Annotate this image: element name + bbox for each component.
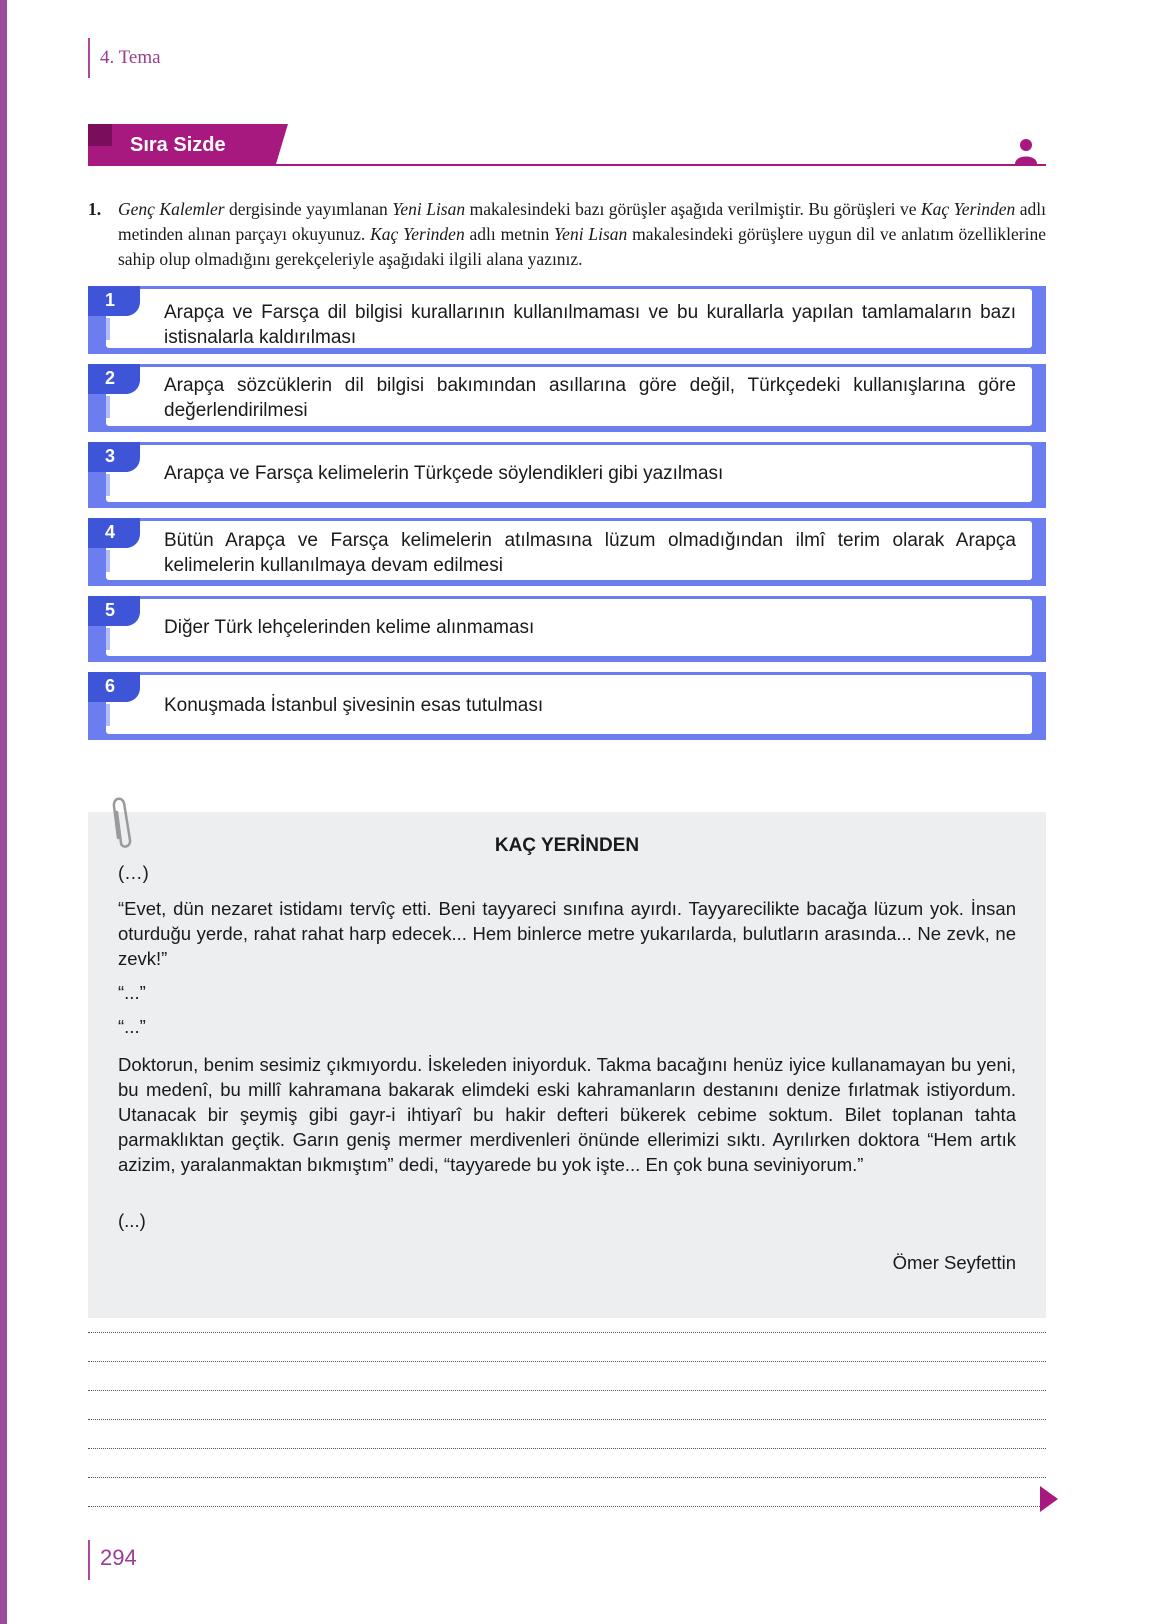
answer-line[interactable]: [88, 1390, 1046, 1391]
reading-passage: [88, 812, 1046, 1318]
view-item-5: [88, 596, 1046, 662]
next-arrow-icon: [1040, 1486, 1058, 1512]
banner-rule: [88, 164, 1046, 166]
left-edge-bar: [0, 0, 7, 1624]
answer-line[interactable]: [88, 1361, 1046, 1362]
passage-paragraph-1: “Evet, dün nezaret istidamı tervîç etti. Beni tayyareci sınıfına ayırdı. Tayyarecilikte bacağa lüzum yok. İnsan oturduğu yerde, rahat rahat harp edecek... Hem binlerce metre yukarılarda, bulutların arasında... Ne zevk, ne zevk!”: [118, 898, 1016, 969]
item-text: Konuşmada İstanbul şivesinin esas tutulması: [164, 695, 544, 716]
item-text: Diğer Türk lehçelerinden kelime alınmaması: [164, 617, 535, 638]
passage-title: KAÇ YERİNDEN: [494, 835, 640, 856]
section-banner: [88, 124, 1046, 168]
item-text: Arapça sözcüklerin dil bilgisi bakımından asıllarına göre değil, Türkçedeki kullanışlarına göre değerlendirilmesi: [164, 375, 1016, 421]
item-tab-accent: [106, 550, 110, 572]
banner-title: Sıra Sizde: [130, 134, 226, 156]
banner-flag: [88, 124, 112, 146]
item-number: 4: [104, 522, 115, 542]
view-item-3: [88, 442, 1046, 508]
answer-line[interactable]: [88, 1419, 1046, 1420]
question-text-part: Genç Kalemler: [118, 199, 225, 219]
item-number: 5: [104, 600, 115, 620]
question-text: [118, 197, 1046, 272]
item-text: Bütün Arapça ve Farsça kelimelerin atılmasına lüzum olmadığından ilmî terim olarak Arapça kelimelerin kullanılmaya devam edilmesi: [164, 530, 1016, 576]
item-number: 1: [104, 290, 115, 310]
passage-paragraph-2: Doktorun, benim sesimiz çıkmıyordu. İskeleden iniyorduk. Takma bacağını henüz iyice kullanamayan bu yeni, bu medenî, bu millî kahramana bakarak elimdeki eski kahramanların destanını denize fırlatmak istiyordum. Utanacak bir şeymiş gibi gayr-i ihtiyarî bu hakir defteri bükerek cebime soktum. Bilet toplanan tahta parmaklıktan geçtik. Garın geniş mermer merdivenleri önünde ellerimizi sıktı. Ayrılırken doktora “Hem artık azizim, yaralanmaktan bıkmıştım” dedi, “tayyarede bu yok işte... En çok buna seviniyorum.”: [118, 1054, 1016, 1175]
answer-line[interactable]: [88, 1448, 1046, 1449]
view-item-6: [88, 672, 1046, 740]
question-text-part: adlı metinden alınan parçayı okuyunuz.: [118, 199, 1046, 244]
question-text-part: adlı metnin: [464, 224, 555, 244]
item-number: 2: [104, 368, 115, 388]
passage-author: Ömer Seyfettin: [892, 1252, 1016, 1273]
passage-ellipsis-close: (...): [118, 1210, 146, 1231]
view-item-2: [88, 364, 1046, 432]
footer-divider: [88, 1540, 90, 1580]
item-tab-accent: [106, 628, 110, 650]
question-text-part: makalesindeki bazı görüşler aşağıda verilmiştir. Bu görüşleri ve: [465, 199, 921, 219]
item-text: Arapça ve Farsça kelimelerin Türkçede söylendikleri gibi yazılması: [164, 463, 724, 484]
passage-dots-2: “...”: [118, 1016, 146, 1037]
question-text-part: Yeni Lisan: [554, 224, 628, 244]
item-number: 6: [104, 676, 115, 696]
answer-line[interactable]: [88, 1506, 1046, 1507]
item-tab-accent: [106, 704, 110, 726]
item-tab-accent: [106, 318, 110, 340]
item-tab-accent: [106, 396, 110, 418]
item-number: 3: [104, 446, 115, 466]
section-header: 4. Tema: [100, 47, 161, 68]
item-text: Arapça ve Farsça dil bilgisi kurallarının kullanılmaması ve bu kurallarla yapılan tamlamaların bazı istisnalarla kaldırılması: [164, 302, 1016, 348]
question-number: 1.: [88, 199, 102, 219]
item-tab-accent: [106, 474, 110, 496]
question-text-part: Kaç Yerinden: [921, 199, 1016, 219]
answer-line[interactable]: [88, 1332, 1046, 1333]
page-number: 294: [100, 1545, 137, 1570]
question-text-part: Yeni Lisan: [392, 199, 466, 219]
question-text-part: Kaç Yerinden: [370, 224, 465, 244]
question-1: [88, 197, 1046, 272]
passage-dots-1: “...”: [118, 982, 146, 1003]
passage-ellipsis-open: (…): [118, 862, 149, 883]
header-divider: [88, 38, 90, 78]
question-text-part: dergisinde yayımlanan: [224, 199, 393, 219]
view-item-4: [88, 518, 1046, 586]
question-text-part: makalesindeki görüşlere uygun dil ve anlatım özelliklerine sahip olup olmadığını gerekçeleriyle aşağıdaki ilgili alana yazınız.: [118, 224, 1046, 269]
user-icon: [1014, 138, 1038, 164]
answer-line[interactable]: [88, 1477, 1046, 1478]
view-item-1: [88, 286, 1046, 354]
